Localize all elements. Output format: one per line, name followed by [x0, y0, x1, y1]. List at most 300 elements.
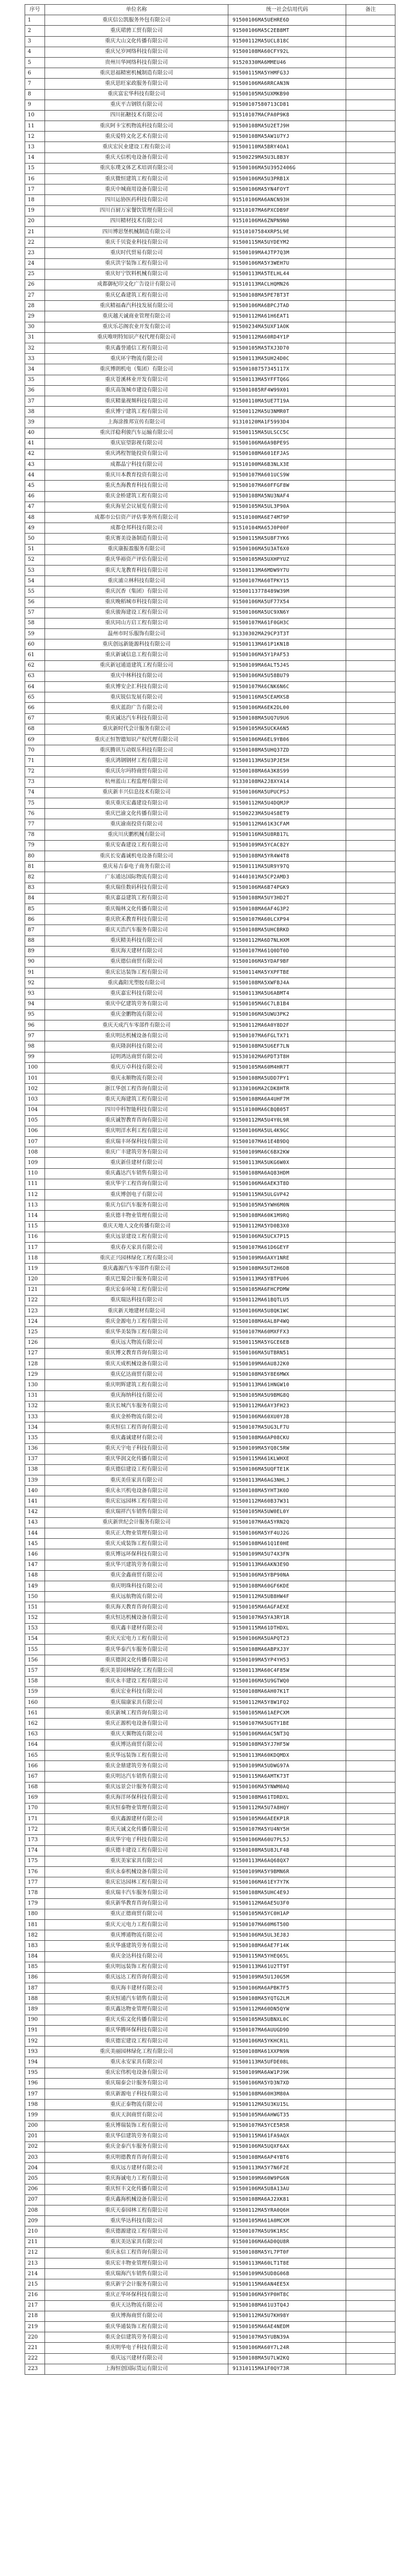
row-company-name: 重庆正德商贸有限公司	[45, 1909, 228, 1919]
row-remark	[346, 1845, 395, 1856]
row-company-name: 重庆大龙教育科技有限公司	[45, 565, 228, 575]
row-company-name: 重庆诚达汽车科技有限公司	[45, 713, 228, 724]
row-index: 12	[25, 132, 45, 142]
row-index: 27	[25, 290, 45, 301]
row-remark	[346, 2279, 395, 2290]
row-remark	[346, 290, 395, 301]
row-remark	[346, 375, 395, 385]
row-credit-code: 91500108757345117X	[228, 364, 346, 375]
row-company-name: 重庆永信工程咨询有限公司	[45, 2247, 228, 2258]
row-company-name: 重庆天达物流有限公司	[45, 2300, 228, 2311]
row-index: 13	[25, 142, 45, 153]
row-credit-code: 91500107MA5UG3LF7U	[228, 1422, 346, 1433]
table-row	[25, 1126, 395, 1136]
row-credit-code: 91500107MA60FFGF8W	[228, 481, 346, 491]
table-row	[25, 671, 395, 681]
row-index: 170	[25, 1803, 45, 1813]
table-row	[25, 2194, 395, 2205]
row-remark	[346, 163, 395, 173]
row-index: 121	[25, 1285, 45, 1295]
row-remark	[346, 1211, 395, 1221]
row-company-name: 重庆力信汽车服务有限公司	[45, 1200, 228, 1211]
row-index: 184	[25, 1951, 45, 1962]
row-credit-code: 91500105MA5YWH6M0N	[228, 1200, 346, 1211]
row-index: 110	[25, 1168, 45, 1179]
row-company-name: 重庆华美装饰工程有限公司	[45, 1327, 228, 1338]
row-remark	[346, 1168, 395, 1179]
table-row	[25, 1750, 395, 1760]
row-index: 50	[25, 534, 45, 544]
row-credit-code: 91500116MA5U8RB17L	[228, 830, 346, 840]
table-row	[25, 1327, 395, 1338]
row-credit-code: 91500112MA5UCL818C	[228, 36, 346, 47]
row-credit-code: 91500115MA61FA9AQX	[228, 2131, 346, 2142]
row-index: 64	[25, 682, 45, 692]
row-credit-code: 91500105MA5UW0EL0Y	[228, 1507, 346, 1517]
row-remark	[346, 438, 395, 449]
row-index: 60	[25, 639, 45, 650]
row-remark	[346, 1877, 395, 1888]
row-company-name: 重庆博文教育咨询有限公司	[45, 1348, 228, 1358]
table-row	[25, 639, 395, 650]
table-row	[25, 1941, 395, 1951]
row-company-name: 重庆宏伟机电设备有限公司	[45, 2068, 228, 2078]
table-row	[25, 1867, 395, 1877]
row-remark	[346, 1105, 395, 1115]
row-company-name: 重庆华达科技有限公司	[45, 2216, 228, 2226]
row-credit-code: 91500105MA61AEPCXM	[228, 1708, 346, 1719]
row-index: 9	[25, 100, 45, 110]
row-company-name: 重庆翰林文化传播有限公司	[45, 904, 228, 914]
row-index: 68	[25, 724, 45, 734]
row-credit-code: 91510107584XRP5L9E	[228, 226, 346, 237]
row-company-name: 重庆越天诚商业管理有限公司	[45, 311, 228, 322]
row-index: 93	[25, 988, 45, 999]
row-company-name: 重庆沃尔玛特商贸有限公司	[45, 766, 228, 777]
row-index: 48	[25, 513, 45, 523]
row-credit-code: 91500108MA5UHCBRKD	[228, 925, 346, 936]
row-credit-code: 91500106MA6BPCJTAD	[228, 301, 346, 311]
table-row	[25, 936, 395, 946]
table-row	[25, 872, 395, 883]
row-remark	[346, 1856, 395, 1866]
row-company-name: 重庆洋稳利骏汽车运输有限公司	[45, 428, 228, 438]
table-row	[25, 184, 395, 195]
row-company-name: 重庆恒泰物业管理有限公司	[45, 1803, 228, 1813]
row-company-name: 重庆远方建材有限公司	[45, 2163, 228, 2173]
row-company-name: 重庆天成装饰工程有限公司	[45, 1539, 228, 1549]
row-index: 132	[25, 1401, 45, 1411]
table-row	[25, 893, 395, 904]
row-company-name: 重庆金泰汽车服务有限公司	[45, 2142, 228, 2152]
row-index: 158	[25, 1676, 45, 1687]
row-index: 160	[25, 1698, 45, 1708]
row-company-name: 重庆华泰汽车服务有限公司	[45, 1645, 228, 1655]
table-row	[25, 1592, 395, 1602]
row-company-name: 重庆天信机电设备有限公司	[45, 153, 228, 163]
row-company-name: 重庆新华教育咨询有限公司	[45, 1898, 228, 1909]
row-remark	[346, 1549, 395, 1560]
row-remark	[346, 1401, 395, 1411]
row-index: 1	[25, 15, 45, 26]
row-credit-code: 91500106MA60Y7L24R	[228, 2343, 346, 2353]
row-company-name: 重庆鑫诚建材有限公司	[45, 1433, 228, 1443]
row-credit-code: 91500108MA5UQ7U9U6	[228, 713, 346, 724]
row-remark	[346, 1803, 395, 1813]
row-remark	[346, 2247, 395, 2258]
row-index: 163	[25, 1729, 45, 1740]
row-credit-code: 91500106MA6EL9YB06	[228, 734, 346, 745]
row-credit-code: 91500108MA6ABPXJ3Y	[228, 1645, 346, 1655]
table-row	[25, 481, 395, 491]
row-company-name: 重庆瑞泰会计服务有限公司	[45, 2078, 228, 2089]
row-index: 182	[25, 1930, 45, 1941]
header-credit-code: 统一社会信用代码	[228, 5, 346, 15]
row-index: 101	[25, 1073, 45, 1083]
row-remark	[346, 1348, 395, 1358]
row-company-name: 重庆瑞祥汽车销售有限公司	[45, 1507, 228, 1517]
table-row	[25, 1158, 395, 1168]
row-index: 199	[25, 2110, 45, 2121]
table-row	[25, 2015, 395, 2025]
row-index: 206	[25, 2184, 45, 2194]
row-credit-code: 91520330MA6MMEU46	[228, 57, 346, 68]
table-row	[25, 766, 395, 777]
table-row	[25, 1560, 395, 1570]
row-company-name: 重庆鑫达物业管理有限公司	[45, 2004, 228, 2015]
row-company-name: 重庆新城工程咨询有限公司	[45, 1708, 228, 1719]
table-row	[25, 2332, 395, 2343]
row-company-name: 重庆新冠通道建筑工程有限公司	[45, 660, 228, 671]
row-credit-code: 91330106MA2CDK8HTR	[228, 1084, 346, 1094]
row-remark	[346, 174, 395, 184]
row-company-name: 重庆微恒建筑工程有限公司	[45, 174, 228, 184]
row-credit-code: 91500107MA6A5YRN2Q	[228, 1517, 346, 1528]
row-credit-code: 91500106MA5Y1PAF53	[228, 650, 346, 660]
row-credit-code: 91500108MA6AP08CKU	[228, 1433, 346, 1443]
table-row	[25, 925, 395, 936]
row-index: 214	[25, 2269, 45, 2279]
row-remark	[346, 2322, 395, 2332]
table-row	[25, 47, 395, 57]
table-row	[25, 2205, 395, 2216]
row-credit-code: 91500105MA5TXJ3D70	[228, 343, 346, 354]
row-credit-code: 91500113MA60LT1T8E	[228, 2258, 346, 2268]
row-index: 8	[25, 89, 45, 100]
row-company-name: 重庆思福精密机械制造有限公司	[45, 68, 228, 79]
row-credit-code: 91500109MA5YP4YH53	[228, 1655, 346, 1666]
row-credit-code: 91500110MA5UE7T19A	[228, 396, 346, 406]
row-company-name: 重庆乐芯阁农业开发有限公司	[45, 322, 228, 332]
row-credit-code: 91500109MA6C6BX2KW	[228, 1147, 346, 1158]
row-remark	[346, 787, 395, 798]
table-row	[25, 2279, 395, 2290]
row-company-name: 重庆德宏建设工程有限公司	[45, 2036, 228, 2047]
row-remark	[346, 2205, 395, 2216]
row-credit-code: 91500108MA5AW1U7YJ	[228, 132, 346, 142]
row-credit-code: 91500112MA5YRA0Q6H	[228, 2205, 346, 2216]
row-credit-code: 91500108MA5UT2H6DB	[228, 1264, 346, 1274]
table-row	[25, 311, 395, 322]
row-index: 92	[25, 978, 45, 988]
table-row	[25, 375, 395, 385]
table-row	[25, 1655, 395, 1666]
row-remark	[346, 322, 395, 332]
company-list-table	[25, 4, 395, 2375]
row-credit-code: 91500109MA6ALT5J4S	[228, 660, 346, 671]
row-credit-code: 91510106MA6ZNPN9N0	[228, 216, 346, 226]
header-company-name: 单位名称	[45, 5, 228, 15]
row-credit-code: 91500106MA5UAPQT23	[228, 1634, 346, 1644]
table-row	[25, 2110, 395, 2121]
table-row	[25, 470, 395, 481]
row-remark	[346, 132, 395, 142]
row-remark	[346, 862, 395, 872]
row-index: 117	[25, 1242, 45, 1253]
row-credit-code: 91500112MA5U7KH98Y	[228, 2311, 346, 2321]
row-company-name: 重庆明辉建筑工程有限公司	[45, 1380, 228, 1390]
table-row	[25, 2226, 395, 2237]
row-index: 135	[25, 1433, 45, 1443]
row-index: 120	[25, 1274, 45, 1285]
row-remark	[346, 301, 395, 311]
row-index: 137	[25, 1454, 45, 1464]
row-remark	[346, 1623, 395, 1634]
row-company-name: 重庆欣禾教育科技有限公司	[45, 915, 228, 925]
table-row	[25, 1972, 395, 1983]
row-remark	[346, 883, 395, 893]
row-company-name: 成都御杞印文化广告设计有限公司	[45, 279, 228, 290]
row-remark	[346, 248, 395, 258]
row-credit-code: 91500112MA5YD0B3X0	[228, 1221, 346, 1232]
row-index: 36	[25, 385, 45, 396]
row-company-name: 重庆华宇工程咨询有限公司	[45, 1179, 228, 1189]
row-remark	[346, 1221, 395, 1232]
row-company-name: 重庆春天家具有限公司	[45, 1242, 228, 1253]
row-credit-code: 91500112MA5U4DQMJP	[228, 798, 346, 809]
row-company-name: 重庆永泰机械设备有限公司	[45, 1867, 228, 1877]
row-company-name: 重庆环宇物流有限公司	[45, 354, 228, 364]
row-remark	[346, 534, 395, 544]
row-company-name: 重庆嘉宏科技有限公司	[45, 988, 228, 999]
row-index: 162	[25, 1719, 45, 1729]
table-row	[25, 597, 395, 607]
row-company-name: 重庆阿卡宝机物流科技有限公司	[45, 121, 228, 132]
table-row	[25, 364, 395, 375]
table-row	[25, 534, 395, 544]
row-remark	[346, 1539, 395, 1549]
row-company-name: 重庆时代贸易有限公司	[45, 248, 228, 258]
row-company-name: 重庆珺骋工贸有限公司	[45, 26, 228, 36]
row-company-name: 成都市公信资产评估事务所有限公司	[45, 513, 228, 523]
row-company-name: 重庆天元电力工程有限公司	[45, 1919, 228, 1930]
row-remark	[346, 1782, 395, 1792]
row-credit-code: 91500223MA5U4S8ET9	[228, 809, 346, 819]
row-index: 133	[25, 1411, 45, 1422]
row-credit-code: 91500106MA5UC9XN6Y	[228, 607, 346, 618]
table-row	[25, 1062, 395, 1073]
row-credit-code: 91500115MA61DTHDXL	[228, 1623, 346, 1634]
row-remark	[346, 2121, 395, 2131]
row-index: 157	[25, 1666, 45, 1676]
row-company-name: 重庆中城商用设备有限公司	[45, 184, 228, 195]
table-row	[25, 1232, 395, 1242]
row-company-name: 重庆天佑文化传播有限公司	[45, 2015, 228, 2025]
row-index: 176	[25, 1867, 45, 1877]
row-credit-code: 91500106MA5C2EB8MT	[228, 26, 346, 36]
row-company-name: 重庆金桥建筑工程有限公司	[45, 491, 228, 502]
row-company-name: 重庆苍溪林业开发有限公司	[45, 375, 228, 385]
row-company-name: 广东通达国际物流有限公司	[45, 872, 228, 883]
row-remark	[346, 1771, 395, 1782]
row-remark	[346, 2258, 395, 2268]
row-company-name: 重庆广丰建筑劳务有限公司	[45, 1147, 228, 1158]
row-company-name: 重庆瑞佳数码科技有限公司	[45, 883, 228, 893]
table-row	[25, 2142, 395, 2152]
table-row	[25, 1073, 395, 1083]
row-remark	[346, 1411, 395, 1422]
row-index: 105	[25, 1115, 45, 1126]
row-company-name: 重庆明珠科技有限公司	[45, 1581, 228, 1591]
row-company-name: 重庆千贝瓷业科技有限公司	[45, 237, 228, 248]
table-row	[25, 385, 395, 396]
row-remark	[346, 1972, 395, 1983]
row-company-name: 重庆新丰兴信息技术有限公司	[45, 787, 228, 798]
row-credit-code: 91500115MA5U8F7YK6	[228, 534, 346, 544]
row-company-name: 重庆亿森建筑工程有限公司	[45, 290, 228, 301]
row-remark	[346, 809, 395, 819]
row-company-name: 重庆远景会计服务有限公司	[45, 1782, 228, 1792]
row-remark	[346, 407, 395, 417]
row-index: 139	[25, 1475, 45, 1486]
row-company-name: 重庆新天地建材有限公司	[45, 1306, 228, 1317]
row-credit-code: 91510100MA6CBQB05T	[228, 1105, 346, 1115]
table-row	[25, 205, 395, 216]
table-row	[25, 1623, 395, 1634]
row-credit-code: 91500108MA6AH07K1T	[228, 1687, 346, 1697]
row-credit-code: 91500113MA61U2TT9T	[228, 1962, 346, 1972]
row-credit-code: 91500106MA6RRCAN3N	[228, 79, 346, 89]
row-index: 45	[25, 481, 45, 491]
row-remark	[346, 1645, 395, 1655]
row-remark	[346, 957, 395, 967]
row-remark	[346, 1327, 395, 1338]
table-row	[25, 216, 395, 226]
row-credit-code: 91500112MA5UB8HW4F	[228, 1592, 346, 1602]
row-index: 223	[25, 2364, 45, 2374]
row-remark	[346, 1698, 395, 1708]
row-remark	[346, 1232, 395, 1242]
table-row	[25, 89, 395, 100]
row-remark	[346, 1930, 395, 1941]
row-index: 200	[25, 2121, 45, 2131]
row-credit-code: 91500106MA5U58BU79	[228, 671, 346, 681]
row-remark	[346, 2353, 395, 2364]
row-index: 26	[25, 279, 45, 290]
row-credit-code: 91500105MA6AGFAEXE	[228, 1602, 346, 1613]
row-index: 40	[25, 428, 45, 438]
row-credit-code: 91500112MA6A0Y8D2F	[228, 1020, 346, 1031]
table-row	[25, 2237, 395, 2247]
row-remark	[346, 396, 395, 406]
row-remark	[346, 872, 395, 883]
row-index: 196	[25, 2078, 45, 2089]
row-credit-code: 91500115MA61KLWHXE	[228, 1454, 346, 1464]
row-credit-code: 91500106MA5UCX7P15	[228, 1232, 346, 1242]
row-remark	[346, 1962, 395, 1972]
row-remark	[346, 1158, 395, 1168]
row-remark	[346, 607, 395, 618]
row-credit-code: 91500115MA5ULGVP42	[228, 1190, 346, 1200]
row-company-name: 重庆宏丰物业管理有限公司	[45, 2258, 228, 2268]
row-index: 129	[25, 1369, 45, 1380]
row-credit-code: 91500105MA5UL3P90A	[228, 502, 346, 512]
table-row	[25, 417, 395, 428]
row-remark	[346, 1126, 395, 1136]
row-company-name: 重庆富宏华科技有限公司	[45, 89, 228, 100]
row-company-name: 重庆博朗机电（集团）有限公司	[45, 364, 228, 375]
row-remark	[346, 2163, 395, 2173]
row-index: 72	[25, 766, 45, 777]
row-remark	[346, 565, 395, 575]
row-remark	[346, 629, 395, 639]
row-index: 106	[25, 1126, 45, 1136]
row-index: 147	[25, 1560, 45, 1570]
row-credit-code: 91500108MA5YHT3K0D	[228, 1486, 346, 1496]
table-row	[25, 1338, 395, 1348]
row-company-name: 重庆新世纪会计服务有限公司	[45, 1517, 228, 1528]
row-remark	[346, 745, 395, 756]
row-remark	[346, 1602, 395, 1613]
row-remark	[346, 1581, 395, 1591]
table-row	[25, 1740, 395, 1750]
row-index: 205	[25, 2173, 45, 2184]
row-credit-code: 91500112MA5U4Y0L9R	[228, 1115, 346, 1126]
row-index: 115	[25, 1221, 45, 1232]
row-remark	[346, 502, 395, 512]
row-remark	[346, 216, 395, 226]
row-index: 181	[25, 1919, 45, 1930]
table-row	[25, 523, 395, 534]
table-row	[25, 946, 395, 957]
row-credit-code: 91500108MA5U2ETJ9H	[228, 121, 346, 132]
row-credit-code: 91530102MA6PDT3T8H	[228, 1052, 346, 1062]
row-company-name: 重庆宏远园林工程有限公司	[45, 1496, 228, 1507]
row-credit-code: 91500108MA6AQ83HDM	[228, 1168, 346, 1179]
row-index: 77	[25, 819, 45, 830]
row-remark	[346, 1369, 395, 1380]
row-company-name: 重庆恒信工程咨询有限公司	[45, 1422, 228, 1433]
table-row	[25, 1147, 395, 1158]
table-row	[25, 1052, 395, 1062]
row-remark	[346, 1031, 395, 1041]
row-remark	[346, 703, 395, 713]
table-row	[25, 343, 395, 354]
row-index: 130	[25, 1380, 45, 1390]
row-remark	[346, 1729, 395, 1740]
row-remark	[346, 1443, 395, 1454]
row-remark	[346, 713, 395, 724]
row-index: 71	[25, 756, 45, 766]
row-remark	[346, 2290, 395, 2300]
row-remark	[346, 354, 395, 364]
row-index: 164	[25, 1740, 45, 1750]
row-remark	[346, 1274, 395, 1285]
table-row	[25, 724, 395, 734]
row-credit-code: 91510107MA6PXCDB9F	[228, 205, 346, 216]
table-row	[25, 2184, 395, 2194]
table-row	[25, 26, 395, 36]
